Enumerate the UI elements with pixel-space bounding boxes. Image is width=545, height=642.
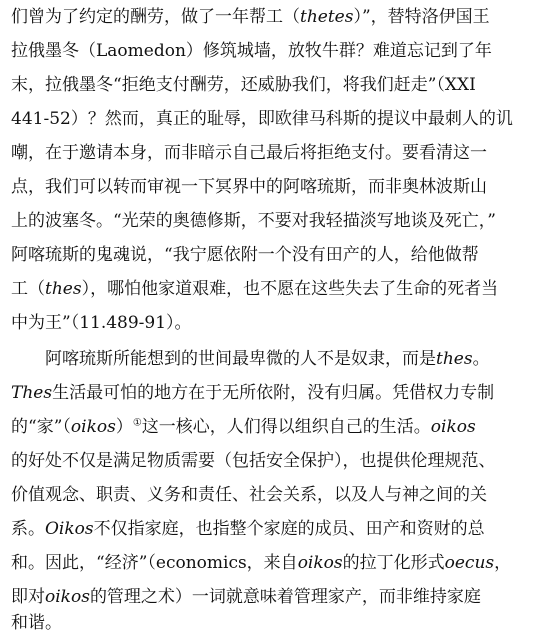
text-line: 和。因此，“经济”（economics，来自oikos的拉丁化形式oecus，	[11, 553, 512, 573]
text-line: 441-52）？然而，真正的耻辱，即欧律马科斯的提议中最刺人的讥	[11, 109, 513, 129]
text-line: 嘲，在于邀请本身，而非暗示自己最后将拒绝支付。要看清这一	[11, 143, 487, 163]
text-line: 上的波塞冬。“光荣的奥德修斯，不要对我轻描淡写地谈及死亡，”	[11, 211, 496, 231]
text-line: 们曾为了约定的酬劳，做了一年帮工（thetes）”，替特洛伊国王	[11, 7, 490, 27]
text-line: 点，我们可以转而审视一下冥界中的阿喀琉斯，而非奥林波斯山	[11, 177, 487, 197]
text-line: 价值观念、职责、义务和责任、社会关系，以及人与神之间的关	[11, 485, 487, 505]
text-line: 即对oikos的管理之术）一词就意味着管理家产，而非维持家庭	[11, 587, 481, 607]
text-line: 阿喀琉斯的鬼魂说，“我宁愿依附一个没有田产的人，给他做帮	[11, 245, 479, 265]
foreign-term: oikos	[430, 417, 476, 437]
text-line: 的“家”（oikos）①这一核心，人们得以组织自己的生活。oikos	[11, 417, 476, 437]
text-line: 的好处不仅是满足物质需要（包括安全保护），也提供伦理规范、	[11, 451, 496, 471]
text-line: 系。Oikos不仅指家庭，也指整个家庭的成员、田产和资财的总	[11, 519, 485, 539]
foreign-term: thes	[45, 279, 82, 299]
text-line: 工（thes），哪怕他家道艰难，也不愿在这些失去了生命的死者当	[11, 279, 499, 299]
foreign-term: oecus	[444, 553, 495, 573]
foreign-term: oikos	[45, 587, 90, 607]
foreign-term: Oikos	[45, 519, 94, 539]
foreign-term: oikos	[297, 553, 343, 573]
foreign-term: oikos	[70, 417, 116, 437]
foreign-term: Thes	[11, 383, 53, 403]
text-line: 末，拉俄墨冬“拒绝支付酬劳，还威胁我们，将我们赶走”（XXI	[11, 75, 476, 95]
foreign-term: thetes	[300, 7, 354, 27]
text-line: Thes生活最可怕的地方在于无所依附，没有归属。凭借权力专制	[11, 383, 495, 403]
text-line: 拉俄墨冬（Laomedon）修筑城墙，放牧牛群？难道忘记到了年	[11, 41, 492, 61]
foreign-term: thes	[436, 349, 473, 369]
text-line: 阿喀琉斯所能想到的世间最卑微的人不是奴隶，而是thes。	[45, 349, 490, 369]
text-line: 和谐。	[11, 613, 62, 633]
text-line: 中为王”（11.489-91）。	[11, 313, 192, 333]
footnote-marker[interactable]: ①	[132, 417, 142, 429]
